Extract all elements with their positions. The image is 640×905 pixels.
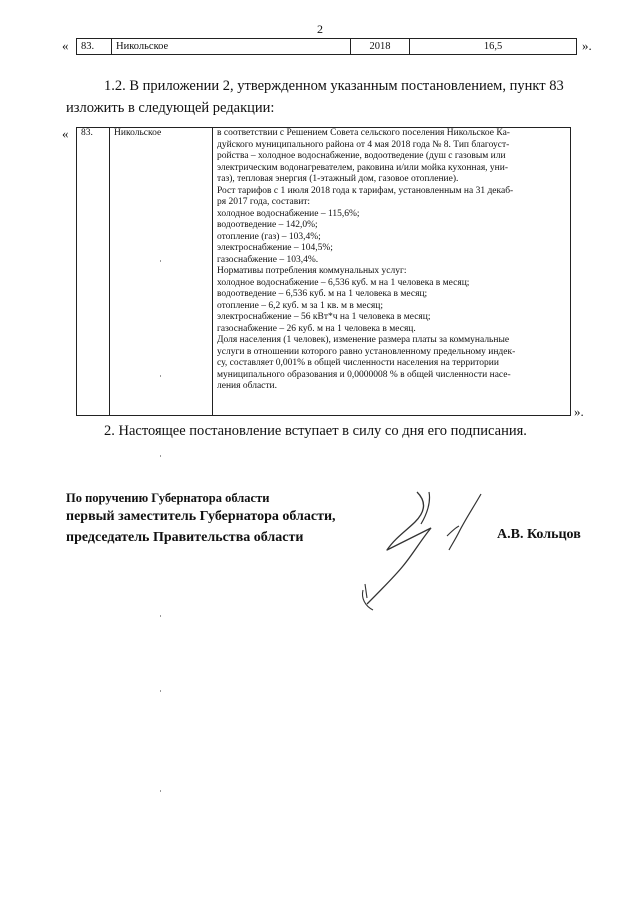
row-number: 83. <box>77 128 110 416</box>
description-line: водоотведение – 6,536 куб. м на 1 человека в месяц; <box>217 289 428 299</box>
description-line: су, составляет 0,001% в общей численности населения на территории <box>217 358 499 368</box>
tariff-table-old <box>76 38 577 55</box>
table-row <box>77 39 577 55</box>
signature-line-2: первый заместитель Губернатора области, <box>66 509 336 524</box>
change-description <box>213 128 571 416</box>
open-quote: « <box>62 126 69 141</box>
scan-speck <box>160 375 161 377</box>
tariff-table-new <box>76 127 571 416</box>
description-line: ройства – холодное водоснабжение, водоотведение (душ с газовым или <box>217 151 506 161</box>
description-line: услуги в отношении которого равно установленному предельному индек- <box>217 346 516 357</box>
signatory-name: А.В. Кольцов <box>497 527 581 542</box>
description-line: электроснабжение – 56 кВт*ч на 1 человека в месяц; <box>217 312 431 322</box>
description-line: таз), тепловая энергия (1-этажный дом, газовое отопление). <box>217 174 459 184</box>
description-line: водоотведение – 142,0%; <box>217 220 318 230</box>
scan-speck <box>160 690 161 692</box>
close-quote: ». <box>574 404 584 419</box>
description-line: в соответствии с Решением Совета сельского поселения Никольское Ка- <box>217 128 510 138</box>
description-line: дуйского муниципального района от 4 мая 2018 года № 8. Тип благоуст- <box>217 139 510 150</box>
description-line: муниципального образования и 0,0000008 % в общей численности насе- <box>217 369 511 380</box>
value-cell: 16,5 <box>410 39 577 55</box>
description-line: отопление – 6,2 куб. м за 1 кв. м в месяц; <box>217 300 383 311</box>
row-number: 83. <box>77 39 112 55</box>
scan-speck <box>160 615 161 617</box>
signature-line-3: председатель Правительства области <box>66 530 304 545</box>
description-line: Нормативы потребления коммунальных услуг: <box>217 266 407 276</box>
description-line: Рост тарифов с 1 июля 2018 года к тарифам, установленным на 31 декаб- <box>217 185 514 196</box>
description-line: Доля населения (1 человек), изменение размера платы за коммунальные <box>217 335 510 345</box>
close-quote: ». <box>582 38 592 53</box>
description-line: ления области. <box>217 381 278 391</box>
description-line: электрическим водонагревателем, раковина и/или мойка кухонная, уни- <box>217 162 509 173</box>
description-line: холодное водоснабжение – 6,536 куб. м на 1 человека в месяц; <box>217 277 470 288</box>
settlement-name: Никольское <box>112 39 351 55</box>
scan-speck <box>160 790 161 792</box>
scan-speck <box>160 260 161 262</box>
description-line: отопление (газ) – 103,4%; <box>217 231 321 242</box>
description-line: газоснабжение – 26 куб. м на 1 человека в месяц. <box>217 323 416 334</box>
scan-speck <box>160 455 161 457</box>
page-number: 2 <box>317 22 323 36</box>
signature-line-1: По поручению Губернатора области <box>66 491 270 505</box>
paragraph-1-2-line-1: 1.2. В приложении 2, утвержденном указанным постановлением, пункт 83 <box>104 78 564 94</box>
handwritten-signature <box>355 480 495 615</box>
description-line: электроснабжение – 104,5%; <box>217 243 333 253</box>
description-line: газоснабжение – 103,4%. <box>217 254 319 265</box>
paragraph-2: 2. Настоящее постановление вступает в силу со дня его подписания. <box>104 423 527 439</box>
description-line: ря 2017 года, составит: <box>217 197 311 207</box>
table-row <box>77 128 571 416</box>
settlement-name: Никольское <box>110 128 213 416</box>
paragraph-1-2-line-2: изложить в следующей редакции: <box>66 100 275 116</box>
open-quote: « <box>62 38 69 53</box>
description-line: холодное водоснабжение – 115,6%; <box>217 208 360 219</box>
year-cell: 2018 <box>351 39 410 55</box>
